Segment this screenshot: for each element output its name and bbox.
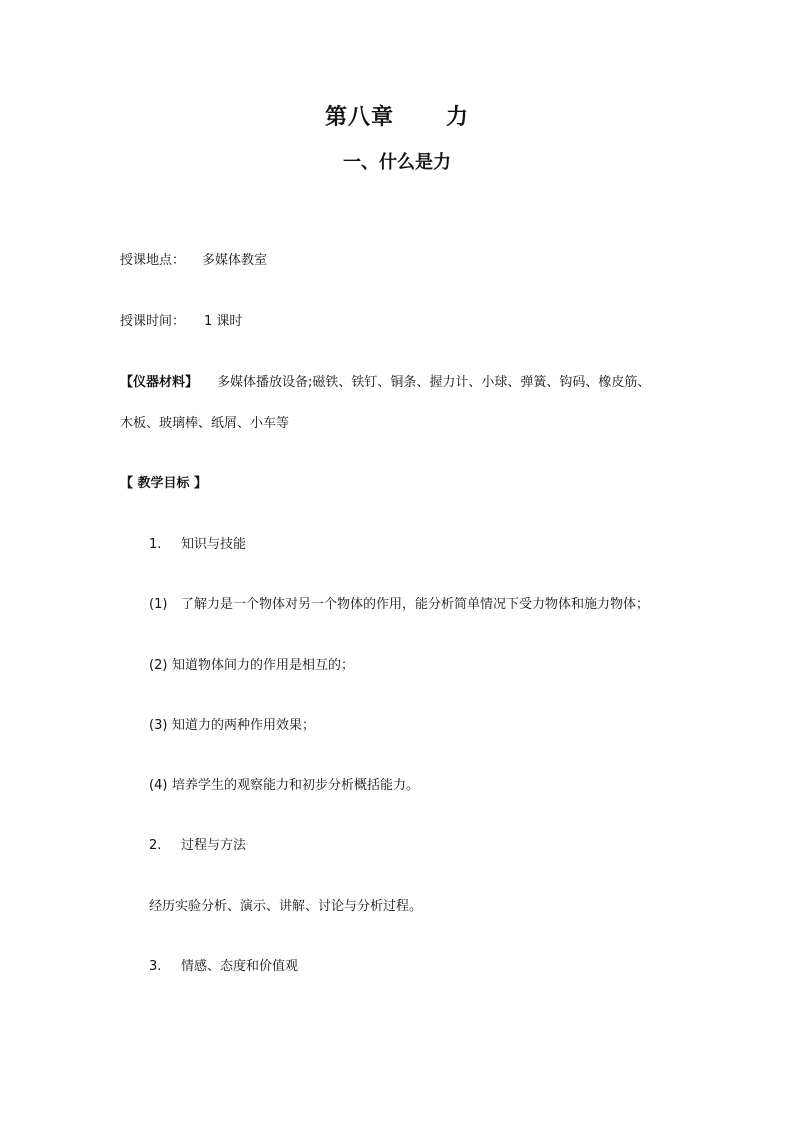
time-value: 1 课时 bbox=[204, 314, 243, 329]
location-value: 多媒体教室 bbox=[202, 253, 268, 268]
location-line bbox=[120, 252, 267, 270]
time-line bbox=[120, 313, 242, 331]
goal-section-2-title: 过程与方法 bbox=[181, 838, 247, 853]
goal-item-1-number: (1) bbox=[149, 597, 168, 612]
goal-item-3 bbox=[149, 717, 315, 735]
goal-item-2 bbox=[149, 657, 354, 675]
chapter-number: 第八章 bbox=[324, 105, 394, 130]
goal-section-3-number: 3. bbox=[149, 959, 162, 974]
goal-item-4 bbox=[149, 777, 419, 795]
chapter-topic: 力 bbox=[446, 105, 470, 130]
materials-label: 【仪器材料】 bbox=[120, 375, 199, 390]
goal-section-2-text: 经历实验分析、演示、讲解、讨论与分析过程。 bbox=[149, 899, 423, 914]
goal-item-3-text: 知道力的两种作用效果； bbox=[172, 718, 316, 733]
goal-section-2 bbox=[149, 837, 246, 855]
location-label: 授课地点： bbox=[120, 253, 186, 268]
goal-item-2-text: 知道物体间力的作用是相互的； bbox=[172, 658, 355, 673]
materials-line-2: 木板、玻璃棒、纸屑、小车等 bbox=[120, 416, 290, 431]
goals-heading: 【 教学目标 】 bbox=[120, 476, 208, 491]
goal-section-1 bbox=[149, 536, 246, 554]
goal-section-3-title: 情感、态度和价值观 bbox=[181, 959, 299, 974]
materials-text-1: 多媒体播放设备;磁铁、铁钉、铜条、握力计、小球、弹簧、钩码、橡皮筋、 bbox=[217, 375, 651, 390]
goal-item-3-number: (3) bbox=[149, 718, 168, 733]
goal-item-1 bbox=[149, 596, 649, 614]
time-label: 授课时间： bbox=[120, 314, 186, 329]
goal-section-1-title: 知识与技能 bbox=[181, 537, 247, 552]
goal-section-2-number: 2. bbox=[149, 838, 162, 853]
goal-section-3 bbox=[149, 958, 298, 976]
goal-section-1-number: 1. bbox=[149, 537, 162, 552]
goal-item-1-text: 了解力是一个物体对另一个物体的作用，能分析简单情况下受力物体和施力物体； bbox=[181, 597, 650, 612]
goal-item-2-number: (2) bbox=[149, 658, 168, 673]
materials-line-1 bbox=[120, 374, 650, 392]
chapter-title bbox=[0, 100, 794, 131]
section-title: 一、什么是力 bbox=[343, 152, 451, 173]
goal-item-4-text: 培养学生的观察能力和初步分析概括能力。 bbox=[172, 778, 420, 793]
goal-item-4-number: (4) bbox=[149, 778, 168, 793]
